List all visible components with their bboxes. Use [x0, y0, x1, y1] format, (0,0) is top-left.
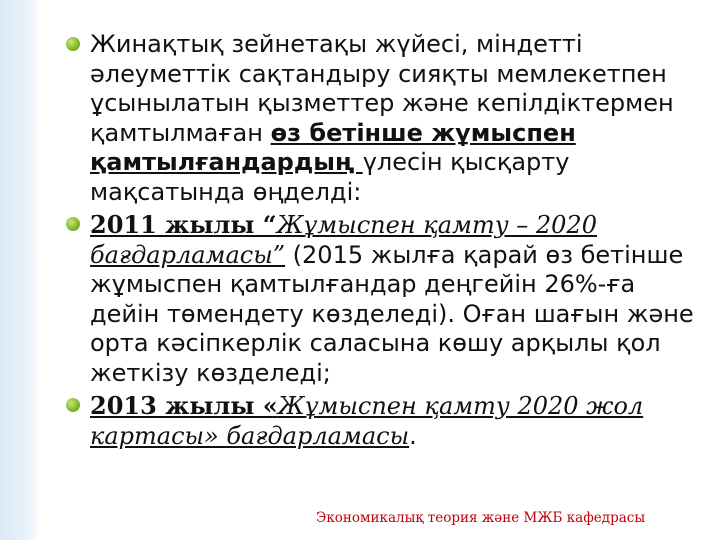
highlighted-text: өз бетінше жұмыспен қамтылғандардың: [90, 118, 576, 176]
year-label: 2013 жылы «: [90, 391, 278, 420]
bullet-icon: [66, 398, 80, 412]
item-text: (2015 жылға қарай өз бетінше жұмыспен қамтылғандар деңгейін 26%-ға дейін төмендету көзделеді). Оған шағын және орта кәсіпкерлік саласына көшу арқылы қол жеткізу көзделеді;: [90, 240, 694, 387]
slide-content: [64, 30, 694, 454]
year-label: 2011 жылы “: [90, 210, 277, 239]
item-text: Жинақтық зейнетақы жүйесі, міндетті әлеуметтік сақтандыру сияқты мемлекетпен ұсынылатын қызметтер және кепілдіктермен қамтылмаған: [90, 30, 674, 147]
program-name: Жұмыспен қамту 2020 жол картасы» бағдарламасы: [90, 392, 644, 450]
footer-department: Экономикалық теория және МЖБ кафедрасы: [316, 510, 646, 526]
bullet-icon: [66, 37, 80, 51]
list-item: [64, 391, 694, 451]
item-text: .: [409, 421, 417, 450]
left-decorative-band: [0, 0, 40, 540]
item-text: үлесін қысқарту мақсатында өңделді:: [90, 148, 570, 206]
list-item: [64, 210, 694, 388]
list-item: [64, 30, 694, 207]
bullet-icon: [66, 217, 80, 231]
program-name: Жұмыспен қамту – 2020 бағдарламасы”: [90, 211, 597, 269]
